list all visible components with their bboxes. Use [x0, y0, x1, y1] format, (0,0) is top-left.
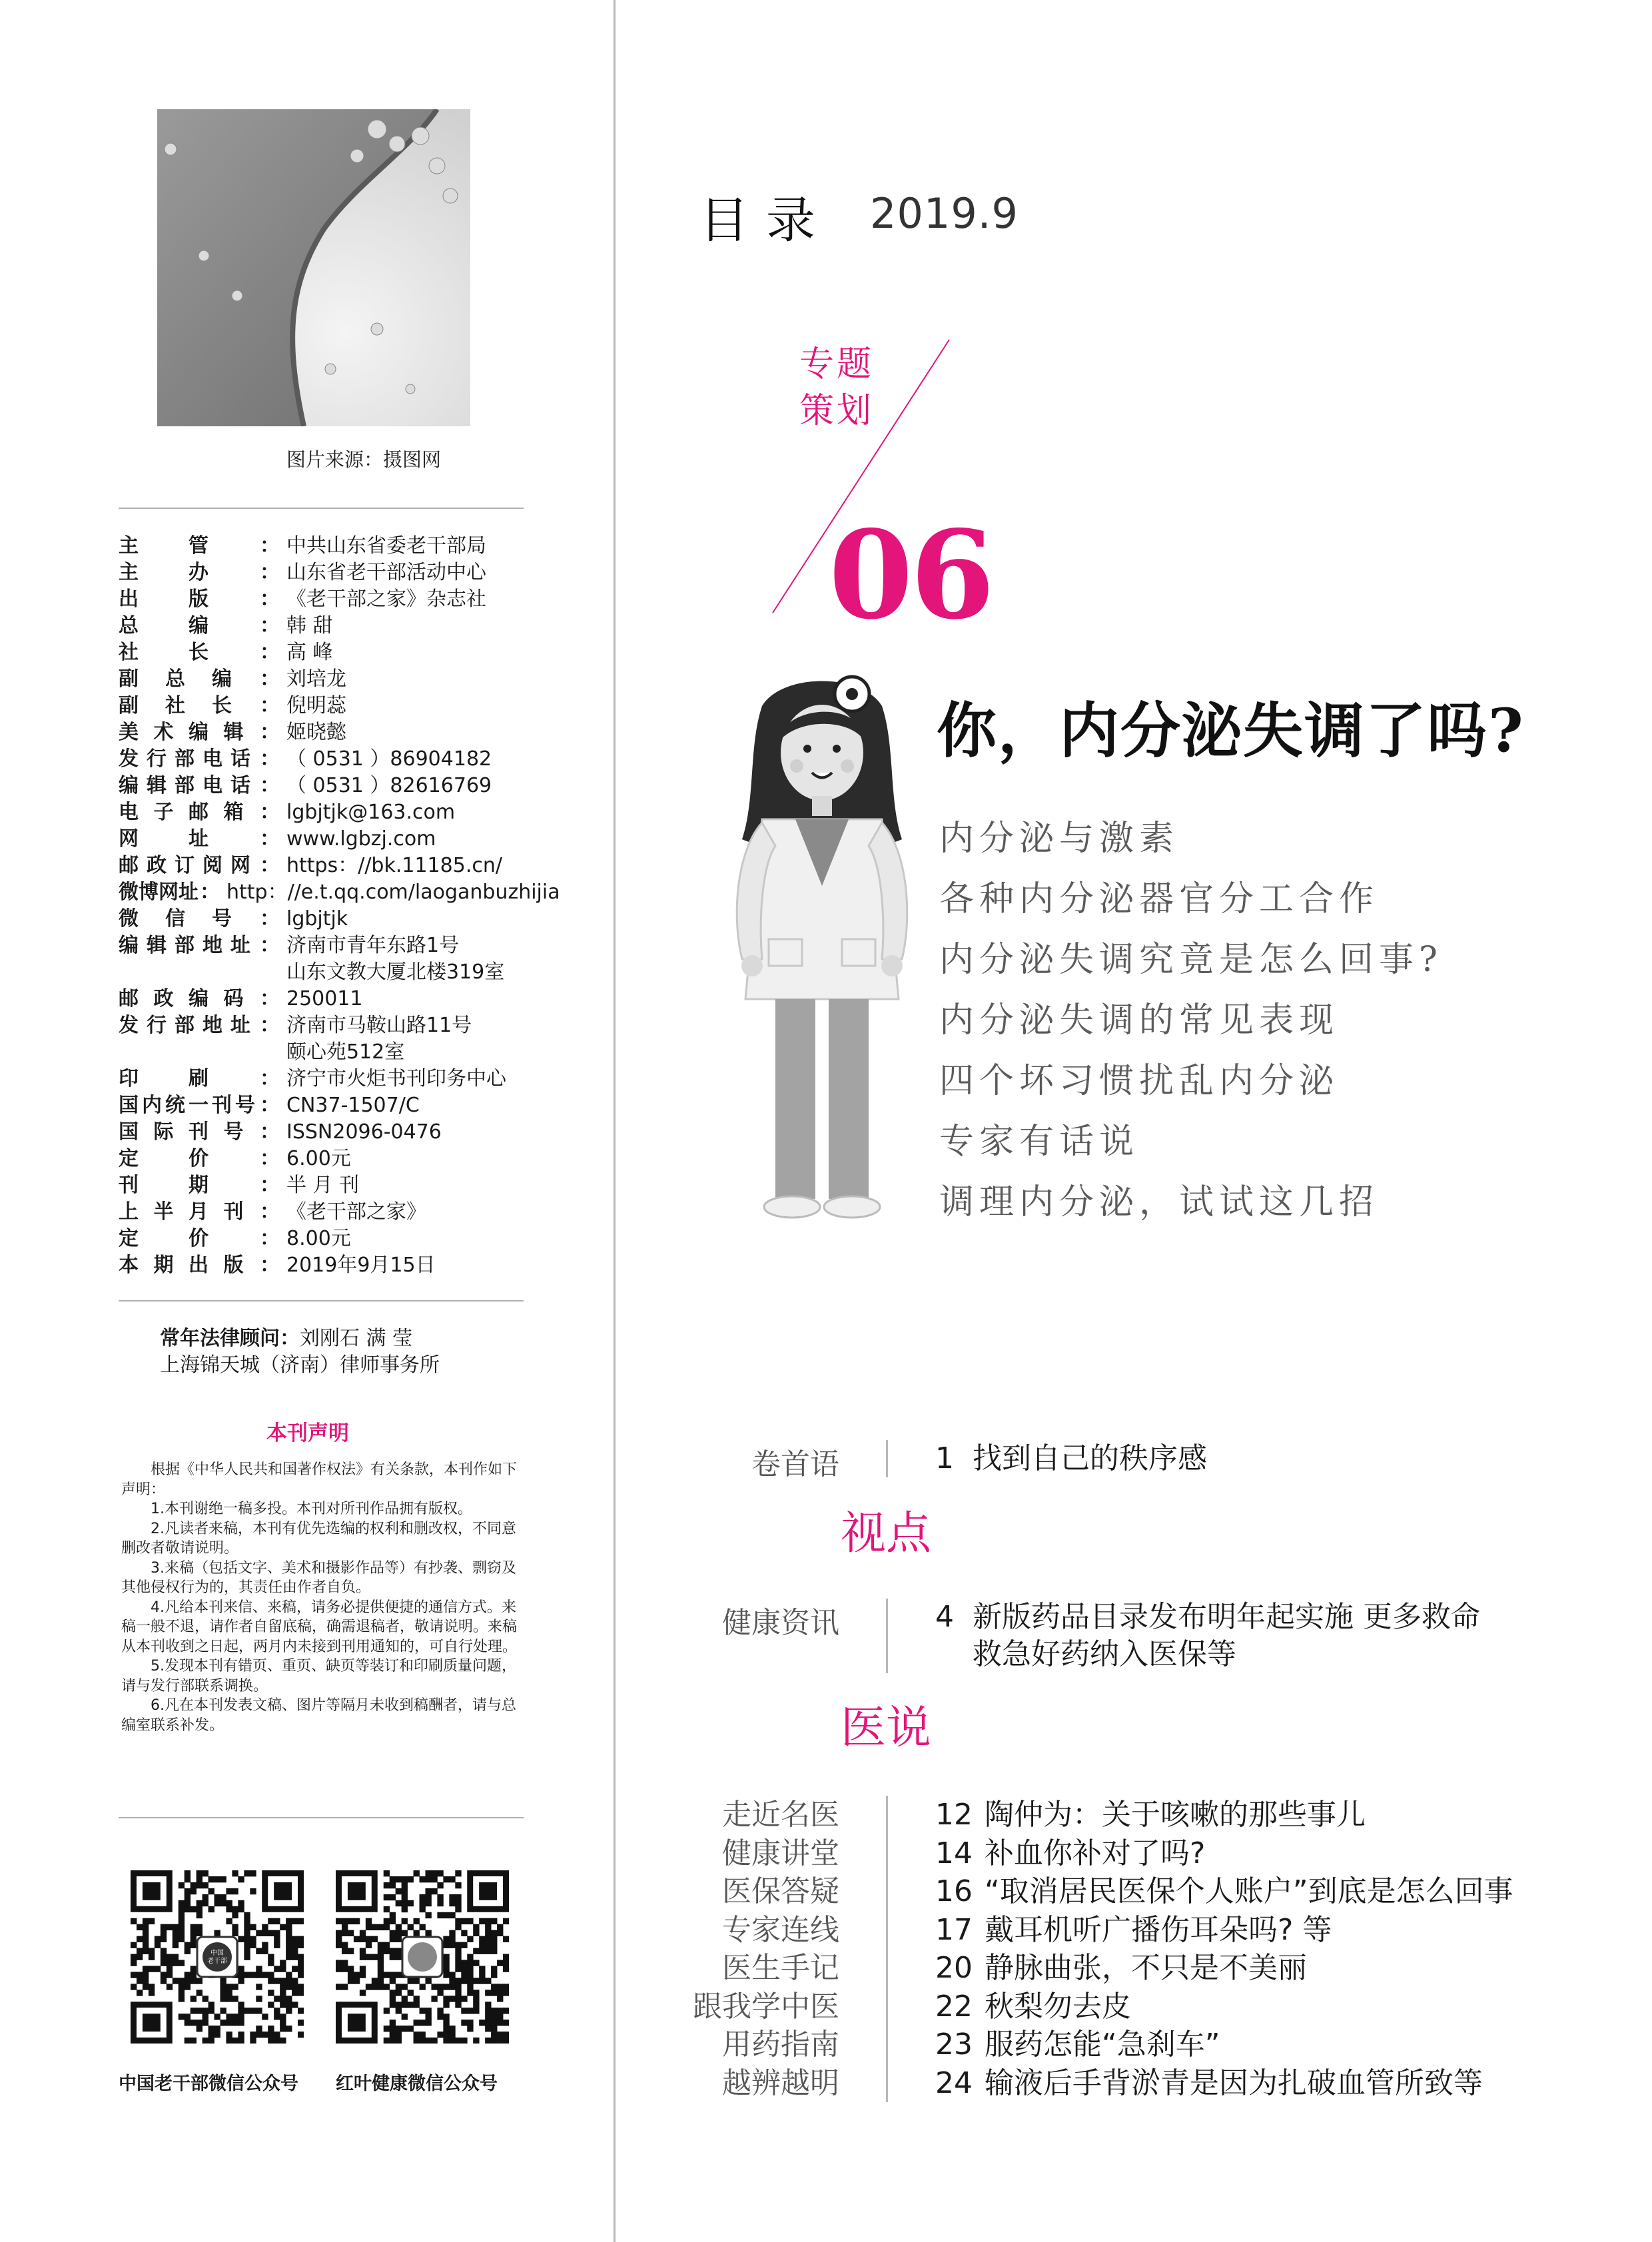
masthead-row [119, 1226, 532, 1252]
masthead-label: 微 信 号 ： [119, 907, 280, 931]
toc-entry[interactable] [935, 1796, 1513, 1834]
toc-entry-title: 新版药品目录发布明年起实施 更多救命 [972, 1600, 1480, 1634]
notice-item: 3.来稿（包括文字、美术和摄影作品等）有抄袭、剽窃及其他侵权行为的，其责任由作者自负。 [121, 1559, 516, 1596]
masthead-value: 韩 甜 [286, 614, 333, 637]
toc-page-number: 14 [935, 1836, 973, 1870]
section-bar [886, 1440, 888, 1477]
masthead-label: 电 子 邮 箱 ： [119, 801, 280, 824]
toc-entry[interactable] [935, 1988, 1513, 2026]
column-label: 跟我学中医 [693, 1989, 839, 2024]
toc-entry-title: 找到自己的秩序感 [972, 1441, 1207, 1475]
masthead-value: 《老干部之家》 [286, 1200, 426, 1224]
doctor-illustration [715, 666, 929, 1239]
toc-entry-shidian[interactable] [935, 1599, 1480, 1673]
legal-label: 常年法律顾问： [160, 1327, 300, 1350]
feature-tag-line: 策划 [799, 391, 875, 431]
column-label: 走近名医 [722, 1798, 839, 1832]
feature-topic[interactable]: 专家有话说 [939, 1122, 1140, 1162]
feature-topic[interactable]: 调理内分泌，试试这几招 [939, 1182, 1380, 1222]
toc-entry-title: 输液后手背淤青是因为扎破血管所致等 [985, 2065, 1483, 2100]
masthead-label: 编 辑 部 电 话 ： [119, 774, 280, 797]
masthead-row [119, 1092, 532, 1119]
toc-page-number: 23 [935, 2028, 973, 2061]
toc-entry[interactable] [935, 1834, 1513, 1873]
legal-names: 刘刚石 满 莹 [300, 1327, 413, 1350]
masthead-label: 主 办 ： [119, 561, 280, 584]
masthead-value: 济南市青年东路1号 [286, 934, 460, 957]
masthead-label: 出 版 ： [119, 587, 280, 611]
feature-tag-line: 专题 [799, 344, 875, 384]
masthead-row [119, 613, 532, 639]
masthead-value: 山东省老干部活动中心 [286, 561, 486, 584]
qr-code-laoganbu[interactable] [131, 1870, 304, 2044]
masthead-value: （ 0531 ）86904182 [286, 747, 492, 771]
qr-caption: 红叶健康微信公众号 [336, 2073, 498, 2094]
masthead-label: 美 术 编 辑 ： [119, 721, 280, 744]
masthead-value: http：//e.t.qq.com/laoganbuzhijia [226, 881, 560, 904]
masthead-value: （ 0531 ）82616769 [286, 774, 492, 797]
toc-entry-title: 秋梨勿去皮 [985, 1989, 1131, 2024]
masthead-label: 国 际 刊 号 ： [119, 1120, 280, 1144]
toc-entry-title: 静脉曲张，不只是不美丽 [985, 1951, 1307, 1985]
toc-entry[interactable] [935, 2064, 1513, 2103]
masthead-value: 高 峰 [286, 641, 333, 664]
masthead-row [119, 1172, 532, 1199]
legal-firm: 上海锦天城（济南）律师事务所 [160, 1353, 440, 1377]
column-label: 健康讲堂 [722, 1836, 839, 1870]
column-label: 越辨越明 [722, 2065, 839, 2100]
feature-page-number: 06 [829, 504, 993, 646]
masthead-value-cont: 山东文教大厦北楼319室 [286, 960, 505, 984]
yishuo-entries [935, 1796, 1513, 2102]
feature-tag [799, 341, 874, 434]
separator [119, 1300, 524, 1302]
notice-item: 2.凡读者来稿，本刊有优先选编的权利和删改权，不同意删改者敬请说明。 [121, 1520, 516, 1557]
masthead-value: lgbjtjk [286, 907, 348, 931]
masthead-row [119, 1199, 532, 1226]
section-heading-shidian: 视点 [841, 1507, 932, 1560]
qr-code-icon [131, 1870, 304, 2044]
masthead-label: 定 价 ： [119, 1147, 280, 1170]
masthead-row [119, 1252, 532, 1279]
feature-topic[interactable]: 内分泌失调究竟是怎么回事? [939, 940, 1443, 980]
masthead-row [119, 906, 532, 933]
toc-entry-title: 戴耳机听广播伤耳朵吗? 等 [985, 1912, 1332, 1947]
masthead-row [119, 879, 560, 906]
section-label-juanshouyu: 卷首语 [751, 1447, 839, 1481]
notice-item: 1.本刊谢绝一稿多投。本刊对所刊作品拥有版权。 [151, 1501, 472, 1517]
masthead-label: 印 刷 ： [119, 1067, 280, 1090]
toc-page-number: 12 [935, 1798, 973, 1832]
toc-entry-title: 陶仲为：关于咳嗽的那些事儿 [985, 1798, 1366, 1832]
masthead-label: 主 管 ： [119, 534, 280, 558]
masthead-value: 刘培龙 [286, 667, 346, 691]
masthead-row [119, 853, 532, 879]
masthead-row [119, 666, 532, 693]
toc-page-number: 4 [935, 1600, 954, 1634]
masthead-label: 副 总 编 ： [119, 667, 280, 691]
masthead-value: 济宁市火炬书刊印务中心 [286, 1067, 506, 1090]
column-label: 专家连线 [722, 1912, 839, 1947]
masthead-row [119, 1146, 532, 1172]
masthead-value: 半 月 刊 [286, 1174, 360, 1197]
masthead-value: CN37-1507/C [286, 1094, 420, 1117]
column-label: 医保答疑 [722, 1874, 839, 1908]
masthead-label: 国 内 统 一 刊 号 ： [119, 1094, 280, 1117]
toc-page-number: 16 [935, 1874, 973, 1908]
masthead-label: 发 行 部 电 话 ： [119, 747, 280, 771]
copyright-notice [121, 1460, 521, 1735]
masthead-label: 编 辑 部 地 址 ： [119, 934, 280, 957]
masthead-value: 8.00元 [286, 1227, 351, 1250]
toc-entry[interactable] [935, 2026, 1513, 2064]
notice-item: 5.发现本刊有错页、重页、缺页等装订和印刷质量问题，请与发行部联系调换。 [121, 1658, 516, 1694]
masthead-row [119, 773, 532, 799]
masthead-value: 2019年9月15日 [286, 1254, 436, 1277]
masthead-label: 发 行 部 地 址 ： [119, 1014, 280, 1037]
toc-entry-title: 服药怎能“急刹车” [985, 2028, 1220, 2061]
section-heading-yishuo: 医说 [841, 1702, 932, 1754]
section-bar [886, 1599, 888, 1673]
masthead-label: 社 长 ： [119, 641, 280, 664]
masthead [119, 533, 560, 1279]
masthead-row [119, 986, 532, 1012]
section-label-jiankangzixun: 健康资讯 [722, 1606, 839, 1640]
column-label: 医生手记 [722, 1951, 839, 1985]
masthead-row [119, 799, 532, 826]
masthead-value: 《老干部之家》杂志社 [286, 587, 486, 611]
toc-entry-title: 补血你补对了吗? [985, 1836, 1206, 1870]
toc-entry[interactable] [935, 1872, 1513, 1911]
separator [119, 1817, 524, 1818]
masthead-label: 网 址 ： [119, 827, 280, 851]
masthead-row [119, 719, 532, 746]
toc-entry[interactable] [935, 1911, 1513, 1950]
column-divider [614, 0, 616, 2242]
cover-photo [157, 109, 470, 426]
masthead-value: 6.00元 [286, 1147, 351, 1170]
photo-caption: 图片来源：摄图网 [286, 448, 442, 471]
feature-topic[interactable]: 内分泌失调的常见表现 [939, 1000, 1340, 1040]
notice-title: 本刊声明 [266, 1421, 349, 1445]
issue-date: 2019.9 [870, 189, 1019, 238]
masthead-row [119, 746, 532, 773]
toc-entry-juanshouyu[interactable] [935, 1440, 1207, 1477]
masthead-value-cont: 颐心苑512室 [286, 1040, 405, 1064]
toc-page-number: 17 [935, 1912, 973, 1947]
feature-topic[interactable]: 各种内分泌器官分工合作 [939, 879, 1380, 919]
masthead-label: 本 期 出 版 ： [119, 1254, 280, 1277]
masthead-row [119, 586, 532, 613]
qr-code-icon [336, 1870, 509, 2044]
cover-photo-image [157, 109, 470, 426]
masthead-row [119, 826, 532, 853]
toc-page-number: 22 [935, 1989, 973, 2024]
masthead-value: 中共山东省委老干部局 [286, 534, 486, 558]
toc-page-number: 24 [935, 2065, 973, 2100]
legal-counsel [160, 1325, 440, 1379]
notice-intro: 根据《中华人民共和国著作权法》有关条款，本刊作如下声明： [121, 1461, 518, 1498]
masthead-label: 定 价 ： [119, 1227, 280, 1250]
feature-topics [939, 809, 1443, 1233]
masthead-label: 总 编 ： [119, 614, 280, 637]
masthead-label: 邮 政 编 码 ： [119, 987, 280, 1010]
column-label: 用药指南 [722, 2028, 839, 2061]
masthead-value: 250011 [286, 987, 363, 1010]
section-bar [886, 1796, 888, 2102]
masthead-value: ISSN2096-0476 [286, 1120, 442, 1144]
masthead-value: lgbjtjk@163.com [286, 801, 456, 824]
masthead-value: 济南市马鞍山路11号 [286, 1014, 472, 1037]
masthead-value: https：//bk.11185.cn/ [286, 854, 502, 877]
masthead-row [119, 533, 532, 560]
masthead-row [119, 1066, 532, 1092]
masthead-label: 上 半 月 刊 ： [119, 1200, 280, 1224]
masthead-value: 倪明蕊 [286, 694, 346, 717]
notice-item: 6.凡在本刊发表文稿、图片等隔月未收到稿酬者，请与总编室联系补发。 [121, 1697, 516, 1734]
masthead-label: 微 博 网 址 ： [119, 881, 220, 904]
masthead-row [119, 933, 532, 959]
toc-entry[interactable] [935, 1949, 1513, 1988]
masthead-row [119, 1119, 532, 1146]
qr-code-hongye[interactable] [336, 1870, 509, 2044]
masthead-row [119, 560, 532, 586]
qr-caption: 中国老干部微信公众号 [119, 2073, 298, 2094]
separator [119, 508, 524, 509]
masthead-row [119, 639, 532, 666]
toc-page-number: 1 [935, 1441, 954, 1475]
feature-topic[interactable]: 内分泌与激素 [939, 819, 1180, 859]
masthead-label: 邮 政 订 阅 网 ： [119, 854, 280, 877]
feature-title: 你，内分泌失调了吗? [937, 695, 1525, 766]
toc-entry-title: “取消居民医保个人账户”到底是怎么回事 [985, 1874, 1513, 1908]
svg-text:中国老干部: 中国老干部 [207, 1950, 227, 1965]
feature-topic[interactable]: 四个坏习惯扰乱内分泌 [939, 1061, 1340, 1101]
masthead-label: 刊 期 ： [119, 1174, 280, 1197]
masthead-row [119, 693, 532, 719]
masthead-value: www.lgbzj.com [286, 827, 436, 851]
masthead-label: 副 社 长 ： [119, 694, 280, 717]
notice-item: 4.凡给本刊来信、来稿，请务必提供便捷的通信方式。来稿一般不退，请作者自留底稿，确需退稿者，敬请说明。来稿从本刊收到之日起，两月内未接到刊用通知的，可自行处理。 [121, 1599, 518, 1655]
toc-page-number: 20 [935, 1951, 973, 1985]
masthead-row [119, 1012, 532, 1039]
toc-title: 目录 [699, 192, 833, 249]
yishuo-labels [666, 1796, 839, 2102]
toc-entry-title-cont: 救急好药纳入医保等 [973, 1637, 1236, 1671]
masthead-value: 姬晓懿 [286, 721, 346, 744]
